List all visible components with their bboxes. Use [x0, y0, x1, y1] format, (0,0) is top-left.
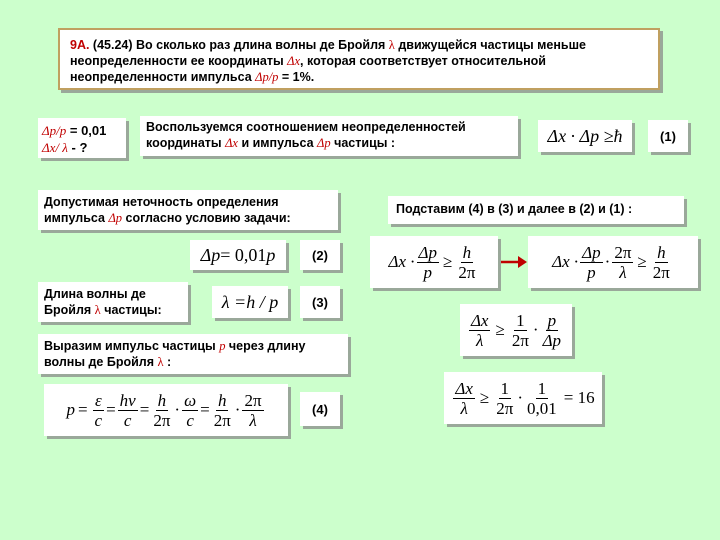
equation-8: $\frac{\Delta x}{\lambda}$ ≥ $\frac{1}{2\pi}$ · $\frac{1}{0,01}$ = 16 — [444, 372, 602, 424]
substitute-text-box: Подставим (4) в (3) и далее в (2) и (1) : — [388, 196, 684, 224]
allowed-uncertainty-box: Допустимая неточность определения импульса Δp согласно условию задачи: — [38, 190, 338, 230]
equation-4: p = $\frac{\varepsilon}{c}$ = $\frac{h\nu}{c}$ = $\frac{h}{2\pi}$ · $\frac{\omega}{c}$ = $\frac{h}{2\pi}$ · $\frac{2\pi}{\lambda}$ — [44, 384, 288, 436]
given-line-2: Δx/ λ - ? — [42, 140, 88, 155]
equation-5: Δx · $\frac{\Delta p}{p}$ ≥ $\frac{h}{2\pi}$ — [370, 236, 498, 288]
equation-3: λ = h / p — [212, 286, 288, 318]
equation-3-tag: (3) — [300, 286, 340, 318]
equation-6: Δx · $\frac{\Delta p}{p}$ · $\frac{2\pi}{\lambda}$ ≥ $\frac{h}{2\pi}$ — [528, 236, 698, 288]
equation-7: $\frac{\Delta x}{\lambda}$ ≥ $\frac{1}{2\pi}$ · $\frac{p}{\Delta p}$ — [460, 304, 572, 356]
problem-box: 9А. (45.24) Во сколько раз длина волны де Бройля λ движущейся частицы меньше неопределенности ее координаты Δx, которая соответствует относительной неопределенности импульса Δp/p = 1%. — [58, 28, 660, 90]
equation-2: Δp = 0,01 p — [190, 240, 286, 270]
equation-1-tag: (1) — [648, 120, 688, 152]
arrow-right-icon — [500, 254, 528, 270]
given-line-1: Δp/p = 0,01 — [42, 123, 107, 138]
equation-1: Δx · Δp ≥ ħ — [538, 120, 632, 152]
problem-number: 9А. — [70, 38, 90, 52]
debroglie-text-box: Длина волны де Бройля λ частицы: — [38, 282, 188, 322]
express-momentum-box: Выразим импульс частицы p через длину волны де Бройля λ : — [38, 334, 348, 374]
equation-4-tag: (4) — [300, 392, 340, 426]
uncertainty-text-box: Воспользуемся соотношением неопределенностей координаты Δx и импульса Δp частицы : — [140, 116, 518, 156]
given-box — [38, 118, 126, 158]
equation-2-tag: (2) — [300, 240, 340, 270]
